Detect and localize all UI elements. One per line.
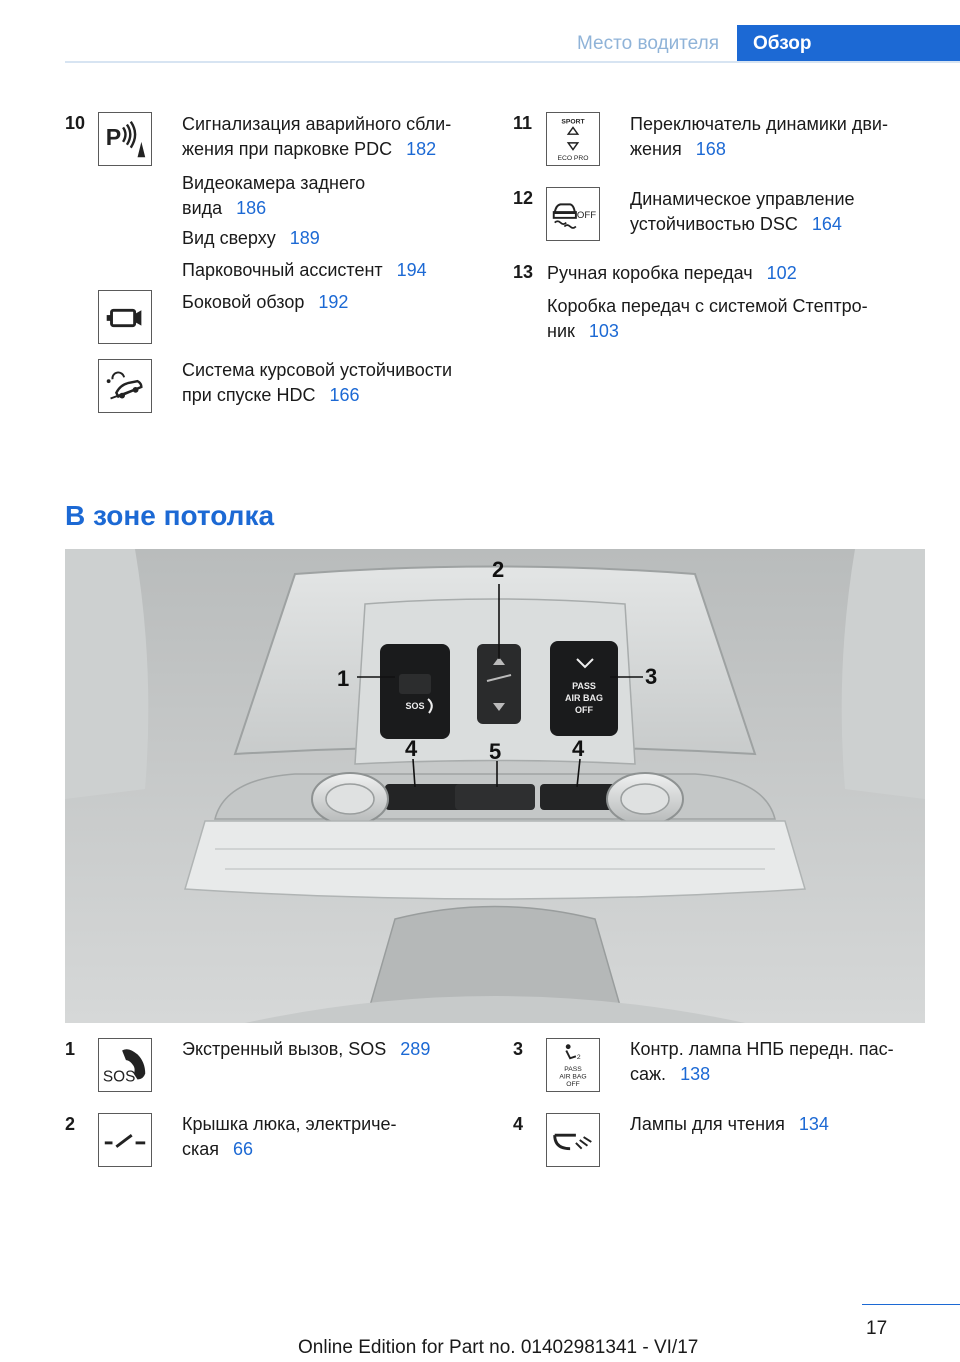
page-ref-link[interactable]: 289 <box>400 1039 431 1059</box>
callout-4-left: 4 <box>405 736 418 761</box>
page-ref-link[interactable]: 103 <box>588 321 619 341</box>
callout-4-right: 4 <box>572 736 585 761</box>
photo-sos-label: SOS <box>405 701 425 711</box>
eco-pro-label: ECO PRO <box>557 155 589 163</box>
hdc-text: Система курсовой устойчивости при спуске HDC 166 <box>182 360 453 405</box>
driving-dynamics-text: Переключатель динамики дви- жения 168 <box>630 114 888 159</box>
top-view-text: Вид сверху 189 <box>182 228 320 248</box>
pdc-text: Сигнализация аварийного сбли- жения при парковке PDC 182 <box>182 114 452 159</box>
sos-text: Экстренный вызов, SOS 289 <box>182 1039 431 1059</box>
two-label: 2 <box>576 1054 581 1062</box>
hdc-icon <box>98 359 152 413</box>
page-ref-link[interactable]: 134 <box>798 1114 829 1134</box>
sunroof-text: Крышка люка, электриче- ская 66 <box>182 1114 397 1159</box>
sos-icon-label: SOS <box>102 1068 136 1086</box>
dsc-off-icon <box>546 187 600 241</box>
page-ref-link[interactable]: 182 <box>406 139 437 159</box>
footer-edition: Online Edition for Part no. 01402981341 - VI/17 <box>298 1337 699 1358</box>
steptronic-text: Коробка передач с системой Стептро- ник 103 <box>547 296 868 341</box>
page-ref-link[interactable]: 138 <box>680 1064 711 1084</box>
photo-airbag-label: AIR BAG <box>565 693 603 703</box>
page-ref-link[interactable]: 168 <box>695 139 726 159</box>
sunroof-icon <box>98 1113 152 1167</box>
page-ref-link[interactable]: 164 <box>811 214 842 234</box>
pdc-icon <box>98 112 152 166</box>
header-section-tab[interactable]: Место водителя <box>545 25 735 62</box>
callout-1: 1 <box>337 666 350 691</box>
photo-pass-label: PASS <box>572 681 596 691</box>
off-label-2: OFF <box>566 1081 580 1089</box>
sos-phone-icon <box>98 1038 152 1092</box>
page-ref-link[interactable]: 192 <box>318 292 349 312</box>
callout-2: 2 <box>492 557 505 582</box>
item-number-10: 10 <box>65 113 86 133</box>
page-ref-link[interactable]: 102 <box>766 263 797 283</box>
sport-label: SPORT <box>561 118 585 126</box>
footer-divider <box>862 1304 960 1305</box>
page-ref-link[interactable]: 66 <box>233 1139 254 1159</box>
airbag-text: Контр. лампа НПБ передн. пас- саж. 138 <box>630 1039 894 1084</box>
page-ref-link[interactable]: 189 <box>289 228 320 248</box>
pass-label: PASS <box>564 1065 582 1073</box>
reading-lamp-text: Лампы для чтения 134 <box>630 1114 829 1134</box>
header-chapter-tab[interactable]: Обзор <box>737 25 960 62</box>
photo-off-label: OFF <box>575 705 593 715</box>
item-number-3: 3 <box>513 1039 524 1059</box>
item-number-13: 13 <box>513 262 534 282</box>
page-ref-link[interactable]: 166 <box>329 385 360 405</box>
callout-5: 5 <box>489 739 502 764</box>
side-view-camera-icon <box>98 290 152 344</box>
callout-3: 3 <box>645 664 658 689</box>
page-ref-link[interactable]: 186 <box>236 198 267 218</box>
reading-lamp-icon <box>546 1113 600 1167</box>
off-label: OFF <box>576 209 597 221</box>
header-divider <box>65 61 960 63</box>
park-assist-text: Парковочный ассистент 194 <box>182 260 427 280</box>
svg-text:P: P <box>105 123 122 150</box>
item-number-12: 12 <box>513 188 534 208</box>
item-number-4: 4 <box>513 1114 524 1134</box>
airbag-off-icon <box>546 1038 600 1092</box>
driving-dynamics-switch-icon <box>546 112 600 166</box>
page-ref-link[interactable]: 194 <box>396 260 427 280</box>
side-view-text: Боковой обзор 192 <box>182 292 349 312</box>
page-number: 17 <box>866 1318 888 1339</box>
item-number-1: 1 <box>65 1039 76 1059</box>
rear-camera-text: Видеокамера заднего вида 186 <box>182 173 366 218</box>
item-number-11: 11 <box>513 113 533 133</box>
ceiling-console-photo <box>65 549 925 1023</box>
manual-gearbox-text: Ручная коробка передач 102 <box>547 263 797 283</box>
dsc-text: Динамическое управление устойчивостью DSC 164 <box>630 189 855 234</box>
section-title: В зоне потолка <box>65 500 275 531</box>
item-number-2: 2 <box>65 1114 76 1134</box>
airbag-label: AIR BAG <box>559 1073 587 1081</box>
